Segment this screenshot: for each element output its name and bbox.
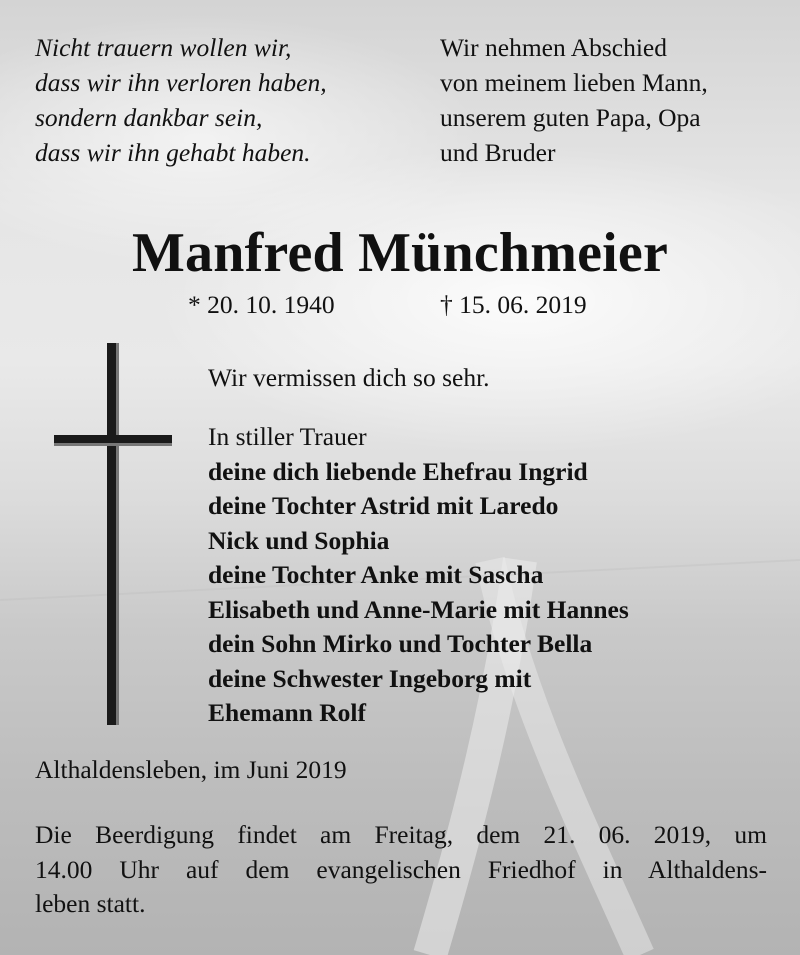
family-member: Nick und Sophia bbox=[208, 525, 390, 555]
farewell-line: und Bruder bbox=[440, 138, 556, 167]
place-date: Althaldensleben, im Juni 2019 bbox=[35, 755, 347, 784]
funeral-line: leben statt. bbox=[35, 889, 146, 918]
miss-text: Wir vermissen dich so sehr. bbox=[208, 363, 490, 392]
family-member: Ehemann Rolf bbox=[208, 698, 366, 727]
farewell-line: unserem guten Papa, Opa bbox=[440, 103, 701, 132]
cross-icon bbox=[54, 343, 172, 725]
family-member: dein Sohn Mirko und Tochter Bella bbox=[208, 629, 593, 658]
funeral-info bbox=[35, 818, 767, 922]
family-member: Elisabeth und Anne-Marie mit Hannes bbox=[208, 594, 629, 624]
mourners-intro: In stiller Trauer bbox=[208, 422, 367, 451]
funeral-line: 14.00 Uhr auf dem evangelischen Friedhof in Althaldens- bbox=[35, 854, 767, 884]
family-member: deine Tochter Astrid mit Laredo bbox=[208, 491, 559, 520]
verse-line: dass wir ihn gehabt haben. bbox=[35, 138, 311, 167]
farewell-text bbox=[440, 30, 780, 170]
birth-date: * 20. 10. 1940 bbox=[188, 290, 335, 319]
farewell-line: Wir nehmen Abschied bbox=[440, 33, 667, 62]
deceased-name: Manfred Münchmeier bbox=[131, 222, 668, 284]
family-member: deine dich liebende Ehefrau Ingrid bbox=[208, 456, 588, 486]
verse-line: Nicht trauern wollen wir, bbox=[35, 33, 292, 62]
verse-line: dass wir ihn verloren haben, bbox=[35, 68, 327, 97]
funeral-line: Die Beerdigung findet am Freitag, dem 21. 06. 2019, um bbox=[35, 820, 767, 849]
family-member: deine Tochter Anke mit Sascha bbox=[208, 560, 544, 589]
death-date: † 15. 06. 2019 bbox=[440, 290, 587, 319]
mourners-list bbox=[208, 420, 629, 731]
farewell-line: von meinem lieben Mann, bbox=[440, 68, 708, 97]
verse-line: sondern dankbar sein, bbox=[35, 103, 263, 132]
family-member: deine Schwester Ingeborg mit bbox=[208, 663, 532, 693]
verse-quote bbox=[35, 30, 415, 170]
